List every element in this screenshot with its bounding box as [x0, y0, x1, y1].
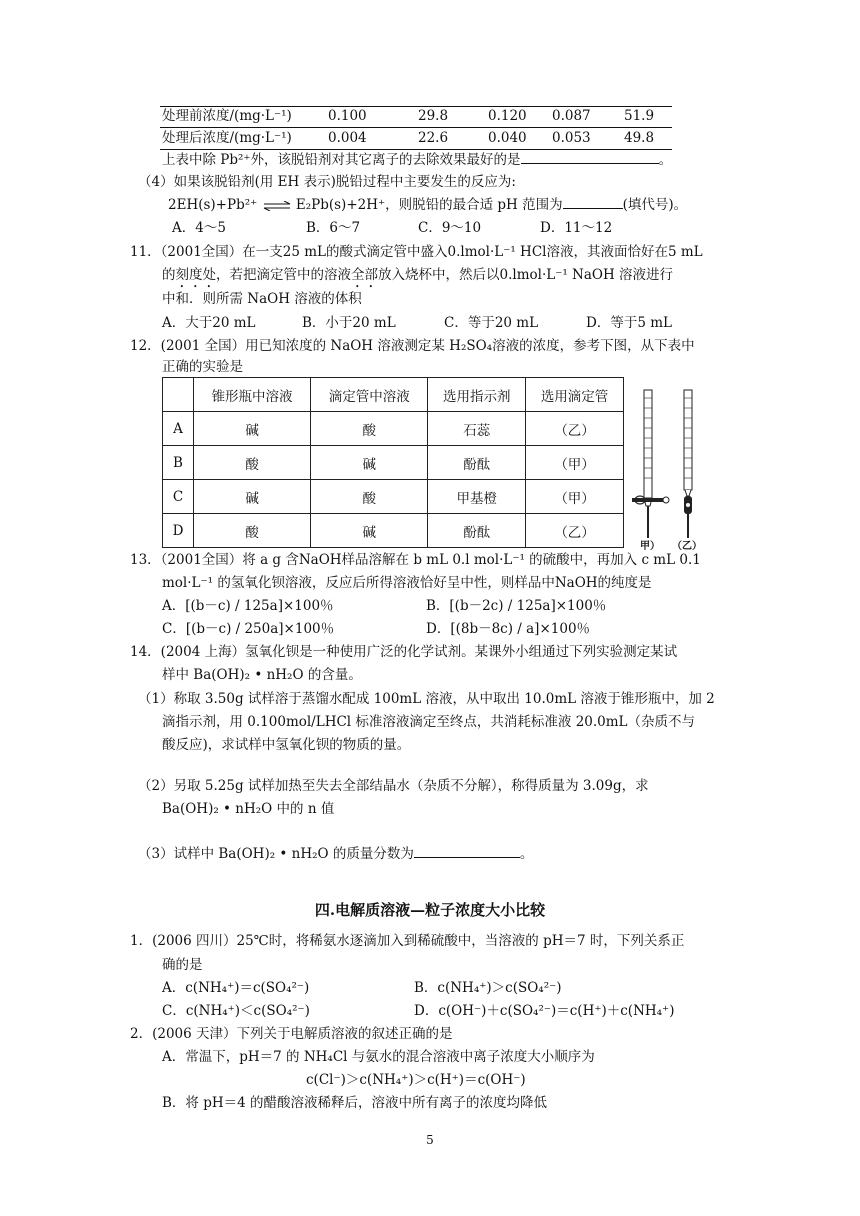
q14-line1: 14．(2004 上海）氢氧化钡是一种使用广泛的化学试剂。某课外小组通过下列实验测定某试	[130, 644, 678, 660]
table-cell: （甲）	[526, 480, 624, 514]
table-row	[163, 446, 624, 480]
table-header-cell: 滴定管中溶液	[311, 378, 428, 412]
s4q1-option-c: C．c(NH₄⁺)＜c(SO₄²⁻)	[162, 1003, 310, 1019]
q11-option-a: A．大于20 mL	[162, 315, 256, 331]
row-before-label: 处理前浓度/(mg·L⁻¹)	[162, 108, 292, 124]
table-cell: C	[163, 480, 194, 514]
section-title: 四.电解质溶液—粒子浓度大小比较	[314, 901, 546, 919]
burette-figure	[628, 388, 718, 548]
table-cell: 碱	[311, 446, 428, 480]
s4q2-option-b: B．将 pH＝4 的醋酸溶液稀释后，溶液中所有离子的浓度均降低	[162, 1095, 548, 1111]
q11-line2: 的刻度处，若把滴定管中的溶液全部放入烧杯中，然后以0.lmol·L⁻¹ NaOH 溶液进行	[162, 267, 674, 283]
table-cell: 酸	[311, 480, 428, 514]
row-before-v2: 29.8	[418, 108, 449, 124]
q10-4-line1: （4）如果该脱铅剂(用 EH 表示)脱铅过程中主要发生的反应为:	[138, 174, 516, 190]
page-number: 5	[426, 1133, 434, 1147]
q12-line1: 12．(2001 全国）用已知浓度的 NaOH 溶液测定某 H₂SO₄溶液的浓度，参考下图，从下表中	[130, 338, 695, 354]
q13-option-c: C．[(b－c) / 250a]×100％	[162, 621, 335, 637]
row-after-label: 处理后浓度/(mg·L⁻¹)	[162, 130, 292, 146]
q14-part2-line2: Ba(OH)₂ • nH₂O 中的 n 值	[162, 801, 335, 817]
q13-line2: mol·L⁻¹ 的氢氧化钡溶液，反应后所得溶液恰好呈中性，则样品中NaOH的纯度是	[162, 575, 652, 591]
table-cell: 酸	[311, 412, 428, 446]
table-header-cell: 选用指示剂	[428, 378, 526, 412]
table-cell: 碱	[194, 480, 311, 514]
equilibrium-arrow-icon	[262, 201, 292, 211]
table-row	[163, 480, 624, 514]
answer-blank-ph[interactable]	[563, 208, 623, 209]
q14-part1-line2: 滴指示剂，用 0.100mol/LHCl 标准溶液滴定至终点，共消耗标准液 20.0mL（杂质不与	[162, 714, 696, 730]
table-cell: D	[163, 514, 194, 548]
q11-option-d: D．等于5 mL	[586, 315, 672, 331]
figure-label-jia: 甲）	[640, 541, 660, 552]
table-cell: 酸	[194, 514, 311, 548]
figure-label-yi: （乙）	[672, 541, 702, 552]
table-cell: 酚酞	[428, 514, 526, 548]
row-before-v4: 0.087	[552, 108, 591, 124]
q10-tail: 上表中除 Pb²⁺外，该脱铅剂对其它离子的去除效果最好的是 。	[162, 152, 673, 168]
table-row	[163, 514, 624, 548]
q10-4-option-d: D．11～12	[540, 220, 613, 236]
s4q1-option-b: B．c(NH₄⁺)＞c(SO₄²⁻)	[414, 980, 562, 996]
table-cell: A	[163, 412, 194, 446]
q14-part1-line3: 酸反应)，求试样中氢氧化钡的物质的量。	[162, 737, 411, 753]
table-cell: （甲）	[526, 446, 624, 480]
row-before-v1: 0.100	[328, 108, 367, 124]
q14-part3: （3）试样中 Ba(OH)₂ • nH₂O 的质量分数为 。	[138, 846, 534, 862]
table-bottom-rule	[160, 149, 672, 150]
q13-option-a: A．[(b－c) / 125a]×100％	[162, 598, 334, 614]
q14-part1-line1: （1）称取 3.50g 试样溶于蒸馏水配成 100mL 溶液，从中取出 10.0mL 溶液于锥形瓶中，加 2	[138, 691, 715, 707]
s4q1-option-d: D．c(OH⁻)＋c(SO₄²⁻)＝c(H⁺)＋c(NH₄⁺)	[414, 1003, 675, 1019]
row-before-v5: 51.9	[624, 108, 655, 124]
q11-line1: 11．（2001全国）在一支25 mL的酸式滴定管中盛入0.lmol·L⁻¹ HCl溶液，其液面恰好在5 mL	[130, 244, 703, 260]
q10-4-option-c: C．9～10	[418, 220, 482, 236]
q13-line1: 13．（2001全国）将 a g 含NaOH样品溶解在 b mL 0.l mol·L⁻¹ 的硫酸中，再加入 c mL 0.1	[130, 552, 701, 568]
q12-line2: 正确的实验是	[162, 359, 243, 375]
table-cell: B	[163, 446, 194, 480]
q11-line3: 中和．则所需 NaOH 溶液的体积	[162, 291, 362, 307]
burette-jia-icon	[632, 390, 669, 538]
row-after-v1: 0.004	[328, 130, 367, 146]
q10-4-option-a: A．4～5	[172, 220, 226, 236]
table-mid-rule	[160, 127, 672, 128]
s4q2-line1: 2．(2006 天津）下列关于电解质溶液的叙述正确的是	[130, 1026, 453, 1042]
table-cell: 甲基橙	[428, 480, 526, 514]
burette-yi-icon	[684, 390, 692, 538]
row-after-v3: 0.040	[488, 130, 527, 146]
s4q1-line2: 确的是	[162, 957, 203, 973]
table-row	[163, 412, 624, 446]
table-cell: 酚酞	[428, 446, 526, 480]
row-after-v4: 0.053	[552, 130, 591, 146]
s4q2-option-a-line1: A．常温下，pH＝7 的 NH₄Cl 与氨水的混合溶液中离子浓度大小顺序为	[162, 1049, 595, 1065]
table-header-row	[163, 378, 624, 412]
table-cell: 石蕊	[428, 412, 526, 446]
q11-option-c: C．等于20 mL	[444, 315, 539, 331]
q10-4-option-b: B．6～7	[306, 220, 361, 236]
table-header-cell: 锥形瓶中溶液	[194, 378, 311, 412]
q14-part2-line1: （2）另取 5.25g 试样加热至失去全部结晶水（杂质不分解），称得质量为 3.09g，求	[138, 778, 649, 794]
experiment-table	[162, 377, 624, 548]
s4q2-option-a-line2: c(Cl⁻)＞c(NH₄⁺)＞c(H⁺)＝c(OH⁻)	[306, 1072, 526, 1088]
s4q1-option-a: A．c(NH₄⁺)＝c(SO₄²⁻)	[162, 980, 310, 996]
q13-option-d: D．[(8b－8c) / a]×100％	[426, 621, 591, 637]
answer-blank[interactable]	[521, 163, 659, 164]
row-after-v2: 22.6	[418, 130, 449, 146]
s4q1-line1: 1．(2006 四川）25℃时，将稀氨水逐滴加入到稀硫酸中，当溶液的 pH＝7 时，下列关系正	[130, 933, 685, 949]
table-cell: 酸	[194, 446, 311, 480]
answer-blank-mass-fraction[interactable]	[414, 857, 520, 858]
row-after-v5: 49.8	[624, 130, 655, 146]
table-cell: 碱	[194, 412, 311, 446]
q10-4-equation: 2EH(s)+Pb²⁺ E₂Pb(s)+2H⁺，则脱铅的最合适 pH 范围为 (填代号)。	[168, 197, 688, 213]
q14-line2: 样中 Ba(OH)₂ • nH₂O 的含量。	[162, 667, 362, 683]
q11-option-b: B．小于20 mL	[302, 315, 396, 331]
table-header-cell: 选用滴定管	[526, 378, 624, 412]
q13-option-b: B．[(b－2c) / 125a]×100％	[426, 598, 607, 614]
row-before-v3: 0.120	[488, 108, 527, 124]
table-header-cell	[163, 378, 194, 412]
table-cell: （乙）	[526, 514, 624, 548]
table-cell: （乙）	[526, 412, 624, 446]
table-cell: 碱	[311, 514, 428, 548]
